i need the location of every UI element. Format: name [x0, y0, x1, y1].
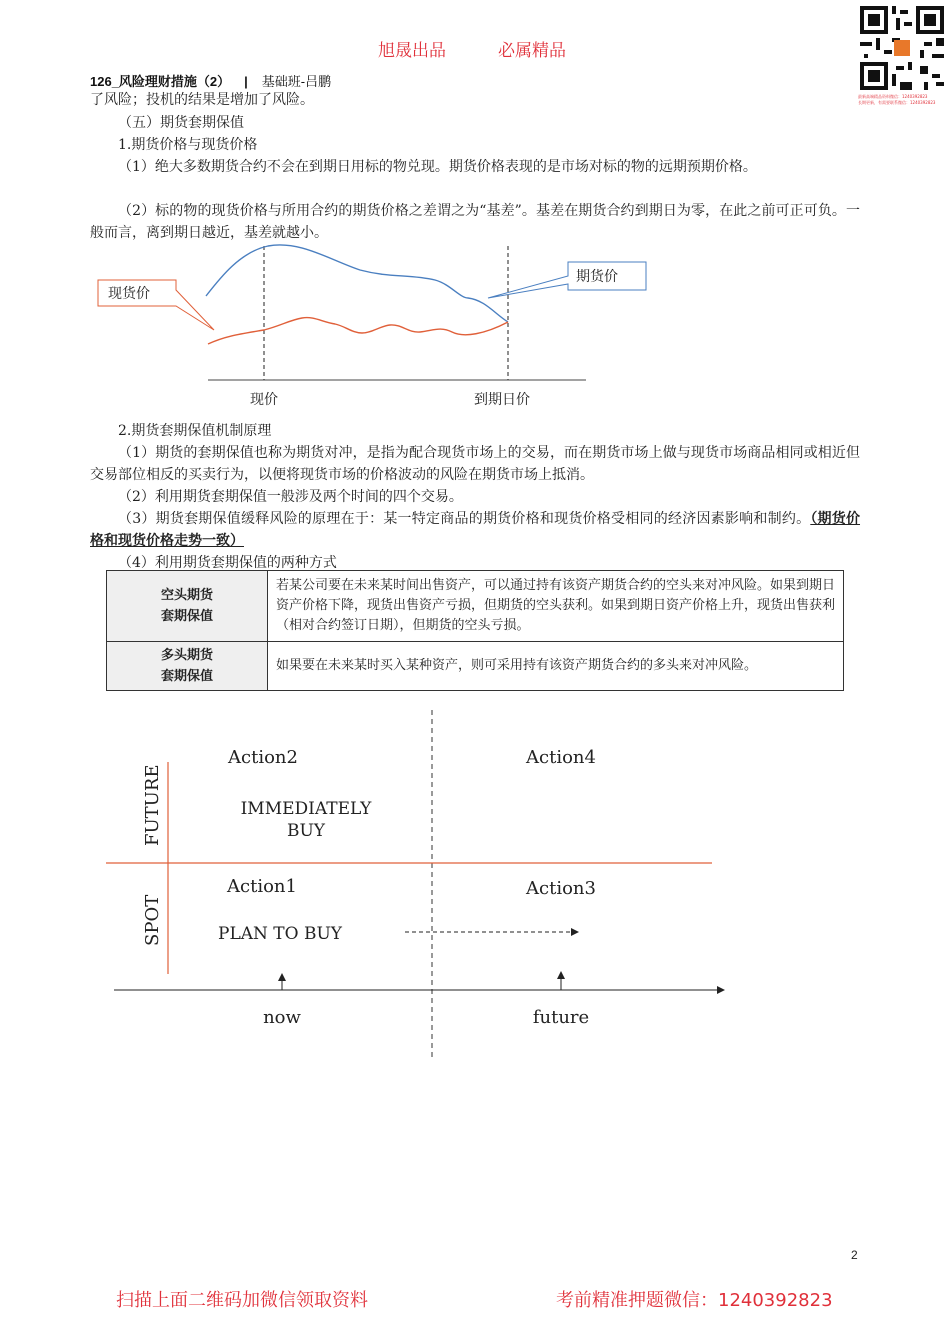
now-label: now [263, 1007, 301, 1028]
action4-label: Action4 [526, 747, 596, 768]
paragraph-basis: （2）标的物的现货价格与所用合约的期货价格之差谓之为“基差”。基差在期货合约到期日为零，在此之前可正可负。一般而言，离到期日越近，基差就越小。 [90, 203, 860, 241]
paragraph-risk-conclusion: 了风险；投机的结果是增加了风险。 [90, 92, 314, 108]
future-axis-label: FUTURE [142, 764, 163, 846]
hedge-methods-table [106, 570, 844, 691]
plan-to-buy-label: PLAN TO BUY [218, 924, 343, 944]
head-line-2: 套期保值 [160, 669, 213, 684]
qr-caption-1: 最新高端精品资料微信：1240392823 [858, 94, 928, 99]
table-row [107, 642, 844, 691]
head-line-1: 空头期货 [160, 588, 213, 603]
futures-price-line [206, 245, 508, 322]
qr-caption-2: 长期更新，有需要联系微信：1240392823 [858, 100, 936, 105]
head-line-2: 套期保值 [160, 609, 213, 624]
paragraph-futures-price: （1）绝大多数期货合约不会在到期日用标的物兑现。期货价格表现的是市场对标的物的远期预期价格。 [118, 159, 757, 175]
table-body-cell: 如果要在未来某时买入某种资产，则可采用持有该资产期货合约的多头来对冲风险。 [268, 642, 844, 691]
paragraph-two-methods: （4）利用期货套期保值的两种方式 [118, 555, 337, 571]
futures-callout-label: 期货价 [576, 269, 618, 285]
banner-left-text: 旭晟出品 [378, 41, 446, 61]
action2-label: Action2 [228, 747, 298, 768]
spot-axis-label: SPOT [142, 894, 163, 946]
immediately-label: IMMEDIATELY [240, 799, 372, 819]
header-separator: | [244, 74, 248, 89]
header-subtitle: 基础班-吕鹏 [261, 74, 332, 89]
buy-label: BUY [286, 821, 326, 841]
principle-emphasis: （期货价格和现货价格走势一致） [90, 511, 861, 549]
footer-right-text: 考前精准押题微信：1240392823 [556, 1290, 833, 1311]
x-label-expiry: 到期日价 [474, 392, 530, 408]
page-number: 2 [851, 1248, 858, 1262]
qr-code-icon [860, 6, 944, 90]
document-header [90, 71, 331, 90]
paragraph-four-trades: （2）利用期货套期保值一般涉及两个时间的四个交易。 [118, 489, 463, 505]
principle-text: （3）期货套期保值缓释风险的原理在于：某一特定商品的期货价格和现货价格受相同的经济因素影响和制约。 [118, 511, 811, 527]
table-head-cell [107, 571, 268, 642]
table-row [107, 571, 844, 642]
x-label-spot: 现价 [250, 392, 278, 408]
banner-right-text: 必属精品 [498, 41, 566, 61]
section-heading-hedging: （五）期货套期保值 [118, 115, 244, 131]
paragraph-hedging-definition: （1）期货的套期保值也称为期货对冲，是指为配合现货市场上的交易，而在期货市场上做与现货市场商品相同或相近但交易部位相反的买卖行为，以便将现货市场的价格波动的风险在期货市场上抵消。 [90, 445, 860, 483]
footer-left-text: 扫描上面二维码加微信领取资料 [116, 1290, 368, 1311]
hedging-action-diagram [100, 706, 730, 1062]
head-line-1: 多头期货 [160, 648, 213, 663]
subheading-futures-vs-spot: 1.期货价格与现货价格 [118, 137, 258, 153]
price-convergence-chart [90, 240, 660, 412]
spot-callout-label: 现货价 [108, 286, 150, 302]
action3-label: Action3 [526, 878, 596, 899]
paragraph-hedging-principle [90, 508, 860, 552]
action1-label: Action1 [227, 876, 297, 897]
spot-price-line [208, 318, 508, 344]
subheading-hedging-mechanism: 2.期货套期保值机制原理 [118, 423, 272, 439]
future-time-label: future [532, 1007, 590, 1028]
table-head-cell [107, 642, 268, 691]
header-title: 126_风险理财措施（2） [90, 74, 231, 89]
futures-callout-shape [488, 262, 646, 298]
table-body-cell: 若某公司要在未来某时间出售资产，可以通过持有该资产期货合约的空头来对冲风险。如果到期日资产价格下降，现货出售资产亏损，但期货的空头获利。如果到期日资产价格上升，现货出售获利（相对合约签订日期），但期货的空头亏损。 [268, 571, 844, 642]
